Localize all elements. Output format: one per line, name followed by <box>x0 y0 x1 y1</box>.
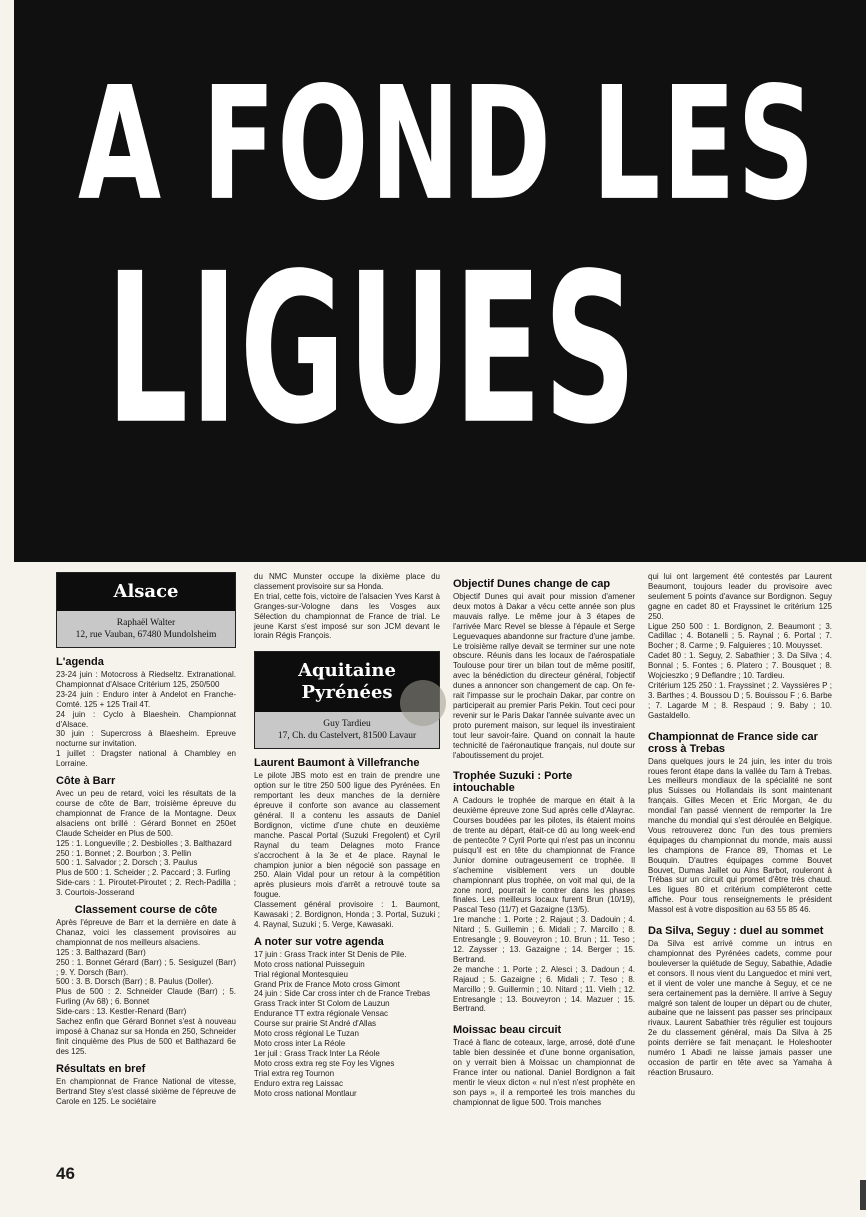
column-3-text <box>453 578 635 1108</box>
paragraph: qui lui ont largement été contestés par Laurent Beaumont, toujours leader du provisoire avec seulement 5 points d'avance sur Bordignon. Seguy gagne en cadet 80 et Frayssinet le critérium 125 250. <box>648 572 832 621</box>
paragraph: 17 juin : Grass Track inter St Denis de Pile. <box>254 949 407 959</box>
paragraph: Moto cross national Montlaur <box>254 1088 357 1098</box>
section-heading: Trophée Suzuki : Porte intouchable <box>453 770 573 795</box>
hero-title-line-2: LIGUES <box>106 230 639 471</box>
page-edge-marker <box>860 1180 866 1210</box>
paragraph: 1re manche : 1. Porte ; 2. Rajaut ; 3. Dadouin ; 4. Nitard ; 5. Guillemin ; 6. Midali ; 7. Marcillo ; 8. Entresangle ; 9. Bouveyron ; 10. Brun ; 11. Teso ; 12. Zaysser ; 13. Gazaigne ; 14. Berger ; 15. Bertrand. <box>453 915 635 964</box>
paragraph: Moto cross national Puisseguin <box>254 959 365 969</box>
paragraph: A Cadours le trophée de marque en était à la deuxième épreuve zone Sud après celle d'Alayrac. Courses boudées par les pilotes, ils étaient moins de trente au départ, était-ce dû au long week-end de pentecôte ? Cyril Porte qui n'est pas un inconnu puisqu'il est en tête du championnat de France Junior domine outrageusement ce trophée. Il s'achemine visiblement vers un double championnant plus trophée, on voit mal qui, de la zone nord, pourrait le contrer dans les phases finales. Les meilleurs locaux furent Brun (10/19), Pascal Teso (11/7) et Gazaigne (13/5). <box>453 796 635 915</box>
paragraph: 500 : 1. Salvador ; 2. Dorsch ; 3. Paulus <box>56 858 198 868</box>
paragraph: Enduro extra reg Laissac <box>254 1078 343 1088</box>
column-2 <box>254 572 440 1098</box>
section-heading: A noter sur votre agenda <box>254 935 384 948</box>
column-4 <box>648 572 832 1078</box>
column-2-bottom-text <box>254 757 440 1098</box>
contact-address: 12, rue Vauban, 67480 Mundolsheim <box>75 630 217 640</box>
paragraph: 30 juin : Supercross à Blaesheim. Epreuve nocturne sur invitation. <box>56 729 236 749</box>
paragraph: 250 : 1. Bonnet Gérard (Barr) ; 5. Sesiguzel (Barr) ; 9. Y. Dorsch (Barr). <box>56 957 236 977</box>
paragraph: Plus de 500 : 2. Schneider Claude (Barr) ; 5. Furling (Av 68) ; 6. Bonnet <box>56 987 236 1007</box>
spacer <box>648 721 832 725</box>
paragraph: Trial extra reg Tournon <box>254 1068 335 1078</box>
paragraph: Cadet 80 : 1. Seguy, 2. Sabathier ; 3. Da Silva ; 4. Bonnal ; 5. Fontes ; 6. Platero ; 7. Bousquet ; 8. Wojcieszko ; 9 Deflandre ; 10. Tardieu. <box>648 651 832 681</box>
paragraph: 23-24 juin : Motocross à Riedseltz. Extranational. Championnat d'Alsace Critérium 125, 250/500 <box>56 670 236 689</box>
section-heading: L'agenda <box>56 656 104 668</box>
paragraph: Trial régional Montesquieu <box>254 969 348 979</box>
league-title-line-1: Aquitaine <box>298 660 396 682</box>
paragraph: Plus de 500 : 1. Scheider ; 2. Paccard ; 3. Furling <box>56 868 231 878</box>
league-title-line-2: Pyrénées <box>301 682 393 704</box>
paragraph: Avec un peu de retard, voici les résultats de la course de côte de Barr, troisième épreuve du championnat de France de la Montagne. Deux alsaciens ont brillé : Gérard Bonnet en 250et Claude Scheider en Plus de 500. <box>56 789 236 838</box>
paragraph: Ligue 250 500 : 1. Bordignon, 2. Beaumont ; 3. Cadillac ; 4. Botanelli ; 5. Raynal ; 6. Portal ; 7. Bocher ; 8. Carme ; 9. Falguieres ; 10. Mouysset. <box>648 621 832 651</box>
paragraph: du NMC Munster occupe la dixième place du classement provisoire sur sa Honda. <box>254 572 440 591</box>
contact-name: Raphaël Walter <box>116 618 176 628</box>
paragraph: Grass Track inter St Colom de Lauzun <box>254 999 390 1009</box>
contact-address: 17, Ch. du Castelvert, 81500 Lavaur <box>277 731 417 742</box>
paragraph: Critérium 125 250 : 1. Frayssinet ; 2. Vayssières P ; 3. Barthes ; 4. Boussou D ; 5. Bouissou F ; 6. Barbe ; 7. Lagarde M ; 8. Respaud ; 9. Baby ; 10. Gastaldello. <box>648 680 832 720</box>
contact-name: Guy Tardieu <box>323 719 371 730</box>
paragraph: Tracé à flanc de coteaux, large, arrosé, doté d'une table bien dessinée et d'une bonne organisation, on y verrait bien à Moissac un championnat de France inter ou national. Daniel Bordignon a fait mentir le vieux dicton « nul n'est n'est prophète en son pays », il a remporteé les trois manches du championnat de ligue 500. Trois manches <box>453 1038 635 1107</box>
paragraph: En championnat de France National de vitesse, Bertrand Stey s'est classé sixième de l'épreuve de Carole en 125. Le sociétaire <box>56 1076 236 1106</box>
section-heading: Classement course de côte <box>74 904 218 917</box>
paragraph: Endurance TT extra régionale Vensac <box>254 1009 389 1019</box>
column-3 <box>453 572 635 1108</box>
paragraph: 24 juin : Cyclo à Blaeshein. Championnat d'Alsace. <box>56 709 236 729</box>
paragraph: 1er juil : Grass Track Inter La Réole <box>254 1048 380 1058</box>
column-1-text <box>56 656 236 1106</box>
paragraph: Sachez enfin que Gérard Bonnet s'est à nouveau imposé à Chanaz sur sa Honda en 250, Schneider finit cinquième des Plus de 500 et Balthazard 6e des 125. <box>56 1017 236 1056</box>
paragraph: 24 juin : Side Car cross inter ch de France Trebas <box>254 989 431 999</box>
paragraph: 2e manche : 1. Porte ; 2. Alesci ; 3. Dadoun ; 4. Rajaud ; 5. Gazaigne ; 6. Midali ; 7. Teso ; 8. Marcillo ; 9. Guillermin ; 10. Nitard ; 11. Vielh ; 12. Entresangle ; 13. Bouveyron ; 14. Mazuer ; 15. Bertrand. <box>453 964 635 1014</box>
paragraph: Classement général provisoire : 1. Baumont, Kawasaki ; 2. Bordignon, Honda ; 3. Portal, Suzuki ; 4. Raynal, Suzuki ; 5. Verge, Kawasaki. <box>254 900 440 929</box>
column-4-text <box>648 572 832 1078</box>
alsace-league-box <box>56 572 236 648</box>
paragraph: 250 : 1. Bonnet ; 2. Bourbon ; 3. Pellin <box>56 848 192 858</box>
paragraph: En trial, cette fois, victoire de l'alsacien Yves Karst à Granges-sur-Vologne dans les Vosges aux Sélection du championnat de France de trial. Le jeune Karst s'est imposé sur son JCM devant le lorain Régis François. <box>254 591 440 641</box>
page-number: 46 <box>56 1164 75 1183</box>
paragraph: Moto cross extra reg ste Foy les Vignes <box>254 1058 395 1068</box>
paragraph: Après l'épreuve de Barr et la dernière en date à Chanaz, voici les classement provisoires au championnat de nos meilleurs alsaciens. <box>56 918 236 947</box>
paragraph: Side-cars : 13. Kestler-Renard (Barr) <box>56 1007 187 1017</box>
paragraph: Le pilote JBS moto est en train de prendre une option sur le titre 250 500 ligue des Pyrénées. En remportant les deux manches de la dernière épreuve il conforte son avance au classement général. Il a contenu les assauts de Daniel Bordignon, victime d'une chute en deuxième manche. Pascal Portal (Suzuki Fregolent) et Cyril Raynal du team Delagnes moto France s'accrochent à la 3e et 4e place. Raynal le champion junior a bien négocié son passage en 250. Alain Vidal pour un retour à la compétition après plusieurs mois d'arrêt a retrouvé toute sa fougue. <box>254 771 440 900</box>
league-title-alsace: Alsace <box>57 573 235 611</box>
section-heading: Laurent Baumont à Villefranche <box>254 757 420 770</box>
paragraph: Dans quelques jours le 24 juin, les inter du trois roues feront étape dans la vallée du Tarn à Trebas. Les meilleurs mondiaux de la spécialité ne sont plus Suisses ou Hollandais ils sont maintenant français. Gilles Mecen et Eric Morgan, 4e du mondial l'an passé viennent de remporter la 1re manche du mondial qui s'est déroulée en Belgique. Vous retrouverez donc l'un des tous premiers équipages du championnat du monde, mais aussi les champions de France 89, Thomas et Le Bouquin. D'autres équipages comme Bouvet Bouvet, Dumas Jaillet ou Ains Barbot, rouleront à Trébas sur un circuit qui promet d'être très chaud. Les ligues 80 et critérium compléteront cette affiche. Pour tous renseignements le président Massol est à votre disposition au 63 55 85 46. <box>648 756 832 915</box>
paragraph: Course sur prairie St André d'Allas <box>254 1019 377 1029</box>
spacer <box>453 1014 635 1018</box>
spacer <box>453 760 635 764</box>
section-heading: Da Silva, Seguy : duel au sommet <box>648 925 824 938</box>
paragraph: 1 juillet : Dragster national à Chambley en Lorraine. <box>56 749 236 769</box>
paragraph: Objectif Dunes qui avait pour mission d'amener deux motos à Dakar a vécu cette année son plus mauvais rallye. Le même jour à 3 étapes de l'arrivée Marc Revel se blesse à l'épaule et Serge Leguevaques abandonne sur fracture d'une jambe. Le troisième rallye devait se terminer sur une note obscure. Réunis dans les locaux de l'aérospatiale Toulouse pour tirer un bilan tout de même positif, avec la bénédiction du directeur général, l'objectif dunes a annoncer son changement de cap. On ferait l'impasse sur le prochain Dakar, par contre on participerait au premier Paris Pekin. Tout ceci pour revenir sur le Paris Dakar l'année suivante avec un proto purement maison, sur lequel ils investiraient tout leur savoir-faire. Quand on connait la haute technicité de l'aéronautique français, nul doute sur l'aboutissement du projet. <box>453 592 635 760</box>
paragraph: Side-cars : 1. Piroutet-Piroutet ; 2. Rech-Padilla ; 3. Courtois-Josserand <box>56 878 236 898</box>
spacer <box>648 915 832 919</box>
paragraph: 125 : 3. Balthazard (Barr) <box>56 947 146 957</box>
paragraph: 500 : 3. B. Dorsch (Barr) ; 8. Paulus (Doller). <box>56 977 214 987</box>
paragraph: Da Silva est arrivé comme un intrus en championnat des Pyrénées cadets, comme pour bouleverser la quiétude de Seguy, Sabathie, Adadie et consors. Il nous vient du Languedoc et mini vert, et il vient de voler une manche à Seguy, et ce ne sera certainement pas la dernière. Il arrive à Seguy malgré son talent de louper un départ ou de chuter, aubaine que ne laissent pas passer ses principaux rivaux. Laurent Sabathier très régulier est toujours 2e du classement général, mais Da Silva à 25 points derrière se fait menaçant. le Holeshooter numéro 1 Abadi ne laisse jamais passer une occasion de partir en tête avec sa Yamaha à réaction Brusauro. <box>648 939 832 1077</box>
paragraph: Moto cross régional Le Tuzan <box>254 1029 359 1039</box>
section-heading: Côte à Barr <box>56 775 116 788</box>
column-2-top-text <box>254 572 440 641</box>
section-heading: Objectif Dunes change de cap <box>453 578 611 590</box>
section-heading: Moissac beau circuit <box>453 1024 562 1037</box>
paragraph: Grand Prix de France Moto cross Gimont <box>254 979 400 989</box>
league-contact-alsace <box>57 611 235 647</box>
paragraph: Moto cross inter La Réole <box>254 1039 346 1048</box>
section-heading: Championnat de France side car cross à Trebas <box>648 730 818 755</box>
hero-banner <box>14 0 866 562</box>
hero-title-line-1: A FOND LES <box>78 53 817 236</box>
section-heading: Résultats en bref <box>56 1062 146 1075</box>
photo-badge-icon <box>400 680 446 726</box>
paragraph: 23-24 juin : Enduro inter à Andelot en Franche-Comté. 125 + 125 Trail 4T. <box>56 689 236 709</box>
paragraph: 125 : 1. Longueville ; 2. Desbiolles ; 3. Balthazard <box>56 838 232 848</box>
column-1 <box>56 572 236 1106</box>
